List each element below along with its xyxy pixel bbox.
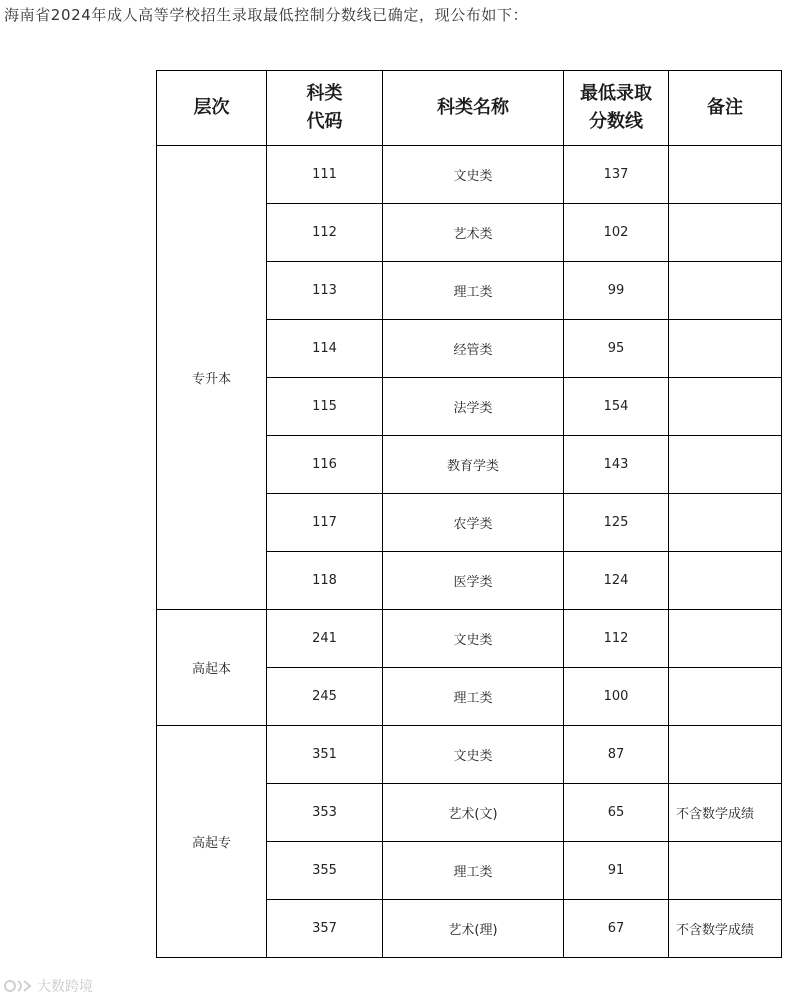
watermark xyxy=(4,976,93,996)
note-cell xyxy=(669,262,782,320)
score-cell: 87 xyxy=(564,726,669,784)
code-cell: 357 xyxy=(267,900,383,958)
score-cell: 95 xyxy=(564,320,669,378)
name-cell: 理工类 xyxy=(383,842,564,900)
code-cell: 111 xyxy=(267,146,383,204)
note-cell xyxy=(669,378,782,436)
name-cell: 艺术类 xyxy=(383,204,564,262)
note-cell xyxy=(669,436,782,494)
code-cell: 355 xyxy=(267,842,383,900)
intro-text: 海南省2024年成人高等学校招生录取最低控制分数线已确定，现公布如下： xyxy=(4,6,529,24)
code-cell: 115 xyxy=(267,378,383,436)
code-cell: 116 xyxy=(267,436,383,494)
score-cell: 100 xyxy=(564,668,669,726)
score-cell: 91 xyxy=(564,842,669,900)
name-cell: 理工类 xyxy=(383,668,564,726)
score-cell: 137 xyxy=(564,146,669,204)
name-cell: 文史类 xyxy=(383,610,564,668)
code-cell: 351 xyxy=(267,726,383,784)
header-score: 最低录取 分数线 xyxy=(564,71,669,146)
score-cell: 65 xyxy=(564,784,669,842)
note-cell xyxy=(669,552,782,610)
score-cell: 67 xyxy=(564,900,669,958)
name-cell: 艺术(文) xyxy=(383,784,564,842)
note-cell xyxy=(669,494,782,552)
table-row xyxy=(157,146,782,204)
score-cell: 125 xyxy=(564,494,669,552)
name-cell: 理工类 xyxy=(383,262,564,320)
header-name: 科类名称 xyxy=(383,71,564,146)
table-row xyxy=(157,610,782,668)
name-cell: 文史类 xyxy=(383,726,564,784)
code-cell: 118 xyxy=(267,552,383,610)
note-cell xyxy=(669,320,782,378)
header-code: 科类 代码 xyxy=(267,71,383,146)
watermark-text: 大数跨境 xyxy=(37,979,93,995)
note-cell xyxy=(669,204,782,262)
score-cell: 102 xyxy=(564,204,669,262)
name-cell: 教育学类 xyxy=(383,436,564,494)
note-cell: 不含数学成绩 xyxy=(669,900,782,958)
brand-logo-icon xyxy=(4,977,34,995)
admission-score-table xyxy=(156,70,782,958)
score-cell: 143 xyxy=(564,436,669,494)
code-cell: 245 xyxy=(267,668,383,726)
score-cell: 99 xyxy=(564,262,669,320)
code-cell: 117 xyxy=(267,494,383,552)
name-cell: 医学类 xyxy=(383,552,564,610)
name-cell: 文史类 xyxy=(383,146,564,204)
name-cell: 艺术(理) xyxy=(383,900,564,958)
score-cell: 112 xyxy=(564,610,669,668)
table-header-row xyxy=(157,71,782,146)
name-cell: 法学类 xyxy=(383,378,564,436)
note-cell xyxy=(669,726,782,784)
code-cell: 114 xyxy=(267,320,383,378)
name-cell: 农学类 xyxy=(383,494,564,552)
level-cell: 高起专 xyxy=(157,726,267,958)
name-cell: 经管类 xyxy=(383,320,564,378)
code-cell: 353 xyxy=(267,784,383,842)
header-level: 层次 xyxy=(157,71,267,146)
note-cell xyxy=(669,842,782,900)
score-cell: 154 xyxy=(564,378,669,436)
level-cell: 专升本 xyxy=(157,146,267,610)
header-note: 备注 xyxy=(669,71,782,146)
score-cell: 124 xyxy=(564,552,669,610)
code-cell: 112 xyxy=(267,204,383,262)
note-cell xyxy=(669,146,782,204)
note-cell xyxy=(669,668,782,726)
level-cell: 高起本 xyxy=(157,610,267,726)
table-row xyxy=(157,726,782,784)
code-cell: 113 xyxy=(267,262,383,320)
note-cell: 不含数学成绩 xyxy=(669,784,782,842)
note-cell xyxy=(669,610,782,668)
code-cell: 241 xyxy=(267,610,383,668)
